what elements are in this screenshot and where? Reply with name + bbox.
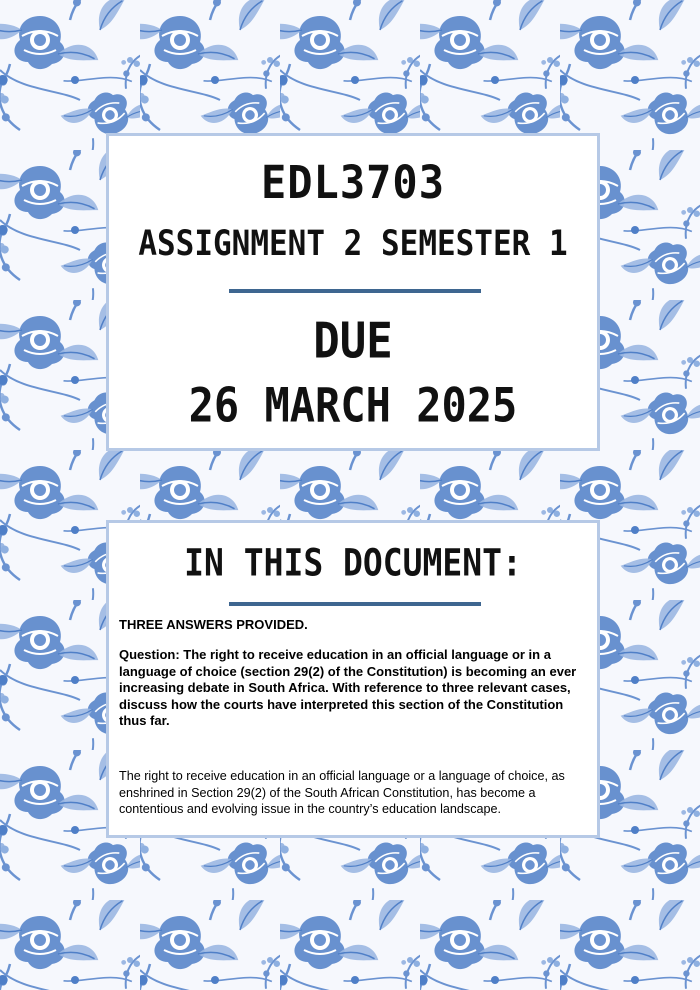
contents-heading: IN THIS DOCUMENT:: [184, 540, 522, 585]
title-divider: [229, 289, 481, 293]
question-text: Question: The right to receive education in an official language or in a language of choice (section 29(2) of the Constitution) is becoming an ever increasing debate in South Africa. With reference to three relevant cases, discuss how the courts have interpreted this section of the Constitution thus far.: [119, 647, 577, 728]
due-date: 26 MARCH 2025: [188, 378, 518, 433]
intro-paragraph: The right to receive education in an official language or a language of choice, as enshrined in Section 29(2) of the South African Constitution, has become a contentious and evolving issue in the country’s education landscape.: [119, 769, 565, 816]
title-card: [106, 133, 600, 451]
assignment-title: ASSIGNMENT 2 SEMESTER 1: [138, 223, 568, 265]
answers-note: THREE ANSWERS PROVIDED.: [119, 617, 308, 632]
contents-divider: [229, 602, 481, 606]
due-label: DUE: [313, 312, 393, 371]
course-code: EDL3703: [260, 156, 445, 209]
contents-card: [106, 520, 600, 838]
